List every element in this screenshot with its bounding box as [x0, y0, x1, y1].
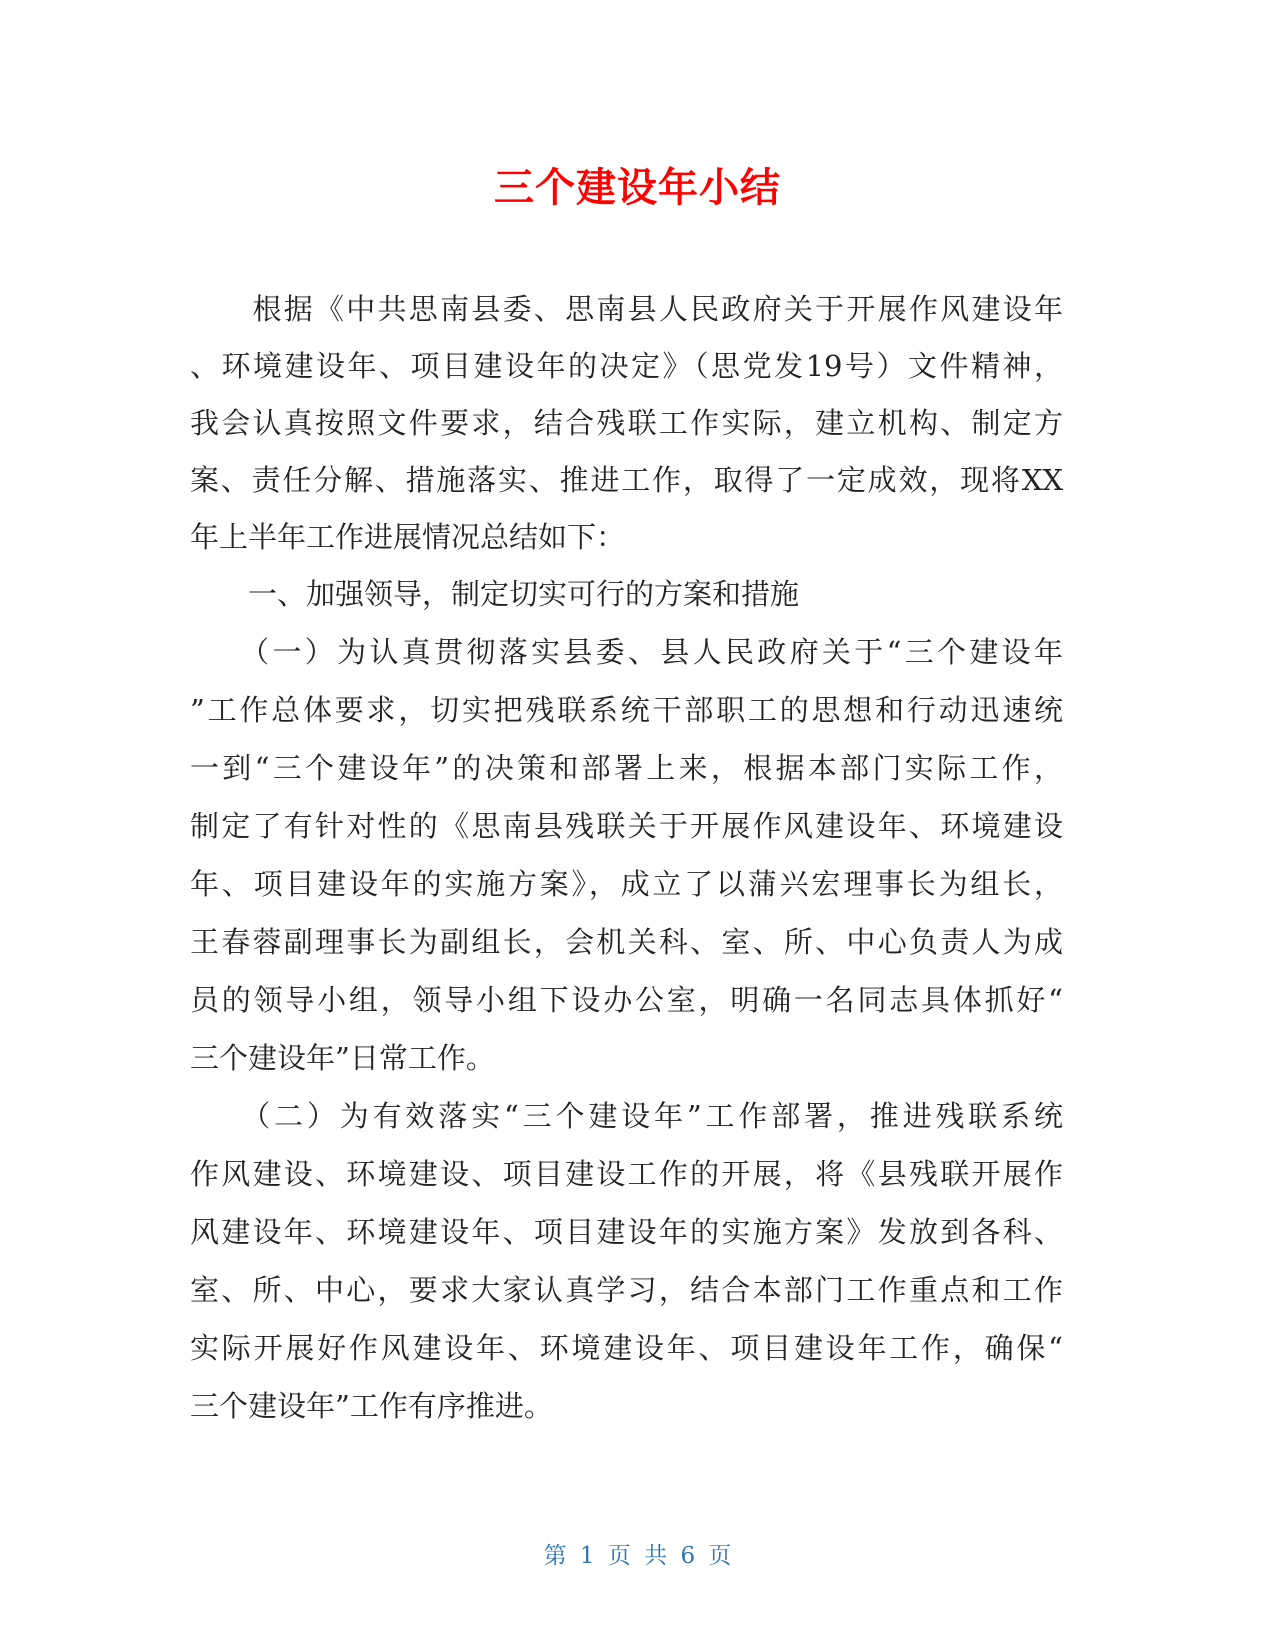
- paragraph-line: 年上半年工作进展情况总结如下：: [190, 520, 626, 554]
- paragraph-line: ”工作总体要求，切实把残联系统干部职工的思想和行动迅速统: [190, 693, 1063, 727]
- paragraph-line: 风建设年、环境建设年、项目建设年的实施方案》发放到各科、: [190, 1215, 1063, 1249]
- paragraph-line: 一到“三个建设年”的决策和部署上来，根据本部门实际工作，: [190, 751, 1063, 785]
- section-heading: 一、加强领导，制定切实可行的方案和措施: [190, 577, 800, 611]
- paragraph-line: 案、责任分解、措施落实、推进工作，取得了一定成效，现将XX: [190, 463, 1063, 497]
- paragraph-line: 根据《中共思南县委、思南县人民政府关于开展作风建设年: [190, 292, 1063, 326]
- paragraph-line: 制定了有针对性的《思南县残联关于开展作风建设年、环境建设: [190, 809, 1063, 843]
- paragraph-line: 我会认真按照文件要求，结合残联工作实际，建立机构、制定方: [190, 406, 1063, 440]
- paragraph-line: （二）为有效落实“三个建设年”工作部署，推进残联系统: [190, 1099, 1063, 1133]
- paragraph-line: 室、所、中心，要求大家认真学习，结合本部门工作重点和工作: [190, 1273, 1063, 1307]
- paragraph-line: 三个建设年”日常工作。: [190, 1041, 495, 1075]
- paragraph-line: 、环境建设年、项目建设年的决定》（思党发19号）文件精神，: [190, 349, 1063, 383]
- paragraph-line: 实际开展好作风建设年、环境建设年、项目建设年工作，确保“: [190, 1331, 1063, 1365]
- paragraph-line: （一）为认真贯彻落实县委、县人民政府关于“三个建设年: [190, 635, 1063, 669]
- paragraph-line: 王春蓉副理事长为副组长，会机关科、室、所、中心负责人为成: [190, 925, 1063, 959]
- page-number: 第 1 页 共 6 页: [543, 1543, 732, 1569]
- paragraph-line: 员的领导小组，领导小组下设办公室，明确一名同志具体抓好“: [190, 983, 1063, 1017]
- paragraph-line: 三个建设年”工作有序推进。: [190, 1389, 553, 1423]
- paragraph-line: 年、项目建设年的实施方案》，成立了以蒲兴宏理事长为组长，: [190, 867, 1063, 901]
- paragraph-line: 作风建设、环境建设、项目建设工作的开展，将《县残联开展作: [190, 1157, 1063, 1191]
- document-title: 三个建设年小结: [494, 165, 781, 211]
